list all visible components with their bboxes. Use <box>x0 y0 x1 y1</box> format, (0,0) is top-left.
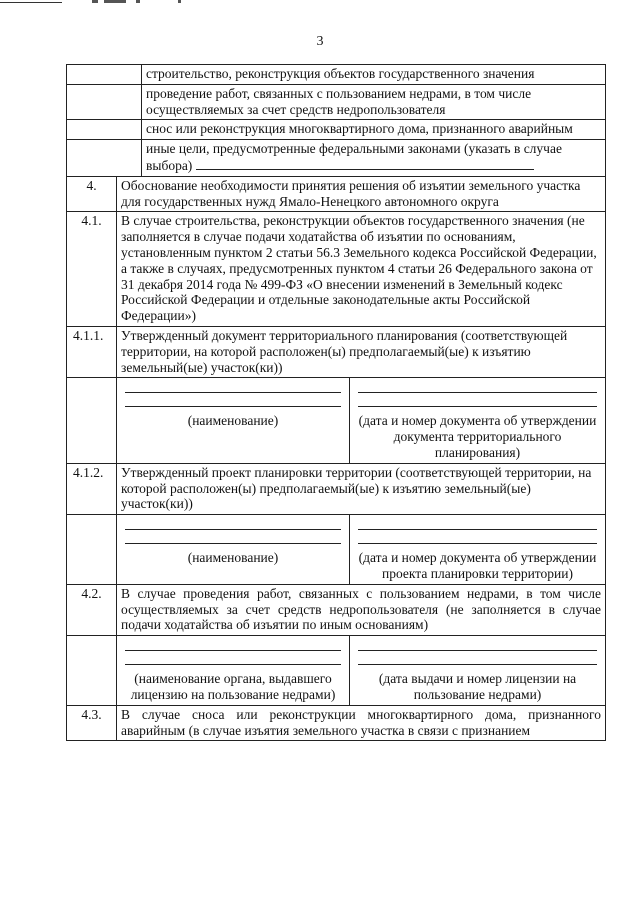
section-text: Обоснование необходимости принятия решения об изъятии земельного участка для государственных нужд Ямало-Ненецкого автономного округа <box>117 176 606 212</box>
goal-row <box>67 65 606 85</box>
section-4-1-2-row <box>67 463 606 514</box>
page-number: 3 <box>316 34 324 49</box>
section-4-2-fields <box>67 636 606 706</box>
goal-text: снос или реконструкция многоквартирного дома, признанного аварийным <box>142 120 606 140</box>
section-text: В случае проведения работ, связанных с пользованием недрами, в том числе осуществляемых за счет средств недропользователя (не заполняется в случае подачи ходатайства об изъятии по иным основаниям) <box>117 584 606 635</box>
license-field-cell <box>350 636 606 706</box>
section-number: 4.2. <box>67 584 117 635</box>
section-4-3-row <box>67 705 606 741</box>
date-number-input-line[interactable] <box>358 530 597 544</box>
section-number: 4.1.1. <box>67 326 117 377</box>
section-4-1-1-fields <box>67 378 606 463</box>
name-input-line[interactable] <box>125 516 341 530</box>
date-number-input-line[interactable] <box>358 516 597 530</box>
field-caption: (дата и номер документа об утверждении проекта планировки территории) <box>358 550 597 581</box>
license-input-line[interactable] <box>358 651 597 665</box>
goal-other-cell <box>142 140 606 177</box>
top-edge-mark <box>0 0 190 6</box>
field-caption: (дата и номер документа об утверждении документа территориального планирования) <box>358 413 597 460</box>
field-caption: (наименование) <box>187 413 279 429</box>
goal-row <box>67 140 606 177</box>
date-number-input-line[interactable] <box>358 393 597 407</box>
section-4-1-2-fields <box>67 515 606 585</box>
field-caption: (наименование) <box>187 550 279 566</box>
date-number-field-cell <box>350 378 606 463</box>
empty-cell <box>67 636 117 706</box>
date-number-input-line[interactable] <box>358 379 597 393</box>
section-4-2-row <box>67 584 606 635</box>
field-caption: (дата выдачи и номер лицензии на пользование недрами) <box>378 671 577 702</box>
goal-row <box>67 120 606 140</box>
name-field-cell <box>117 378 350 463</box>
section-number: 4.3. <box>67 705 117 741</box>
section-text: В случае сноса или реконструкции многоквартирного дома, признанного аварийным (в случае изъятия земельного участка в связи с признанием <box>117 705 606 741</box>
goal-empty-cell <box>67 120 142 140</box>
authority-input-line[interactable] <box>125 651 341 665</box>
goal-text: проведение работ, связанных с пользованием недрами, в том числе осуществляемых за счет средств недропользователя <box>142 84 606 120</box>
goal-empty-cell <box>67 65 142 85</box>
authority-input-line[interactable] <box>125 637 341 651</box>
goal-text: строительство, реконструкция объектов государственного значения <box>142 65 606 85</box>
section-number: 4.1. <box>67 212 117 327</box>
empty-cell <box>67 515 117 585</box>
section-text: Утвержденный документ территориального планирования (соответствующей территории, на которой расположен(ы) предполагаемый(ые) к изъятию земельный(ые) участок(ки)) <box>117 326 606 377</box>
goal-empty-cell <box>67 84 142 120</box>
license-input-line[interactable] <box>358 637 597 651</box>
name-field-cell <box>117 515 350 585</box>
goal-text: иные цели, предусмотренные федеральными законами (указать в случае выбора) <box>146 141 562 173</box>
goal-empty-cell <box>67 140 142 177</box>
section-4-row <box>67 176 606 212</box>
section-4-1-1-row <box>67 326 606 377</box>
field-caption: (наименование органа, выдавшего лицензию на пользование недрами) <box>130 671 336 702</box>
section-4-1-row <box>67 212 606 327</box>
name-input-line[interactable] <box>125 379 341 393</box>
section-number: 4.1.2. <box>67 463 117 514</box>
other-purpose-field[interactable] <box>196 157 534 170</box>
section-text: В случае строительства, реконструкции объектов государственного значения (не заполняется в случае подачи ходатайства об изъятии по основаниям, установленным пунктом 2 статьи 56.3 Земельного кодекса Российской Федерации, а также в случаях, предусмотренных пунктом 4 статьи 26 Федерального закона от 31 декабря 2014 года № 499-ФЗ «О внесении изменений в Земельный кодекс Российской Федерации и отдельные законодательные акты Российской Федерации») <box>117 212 606 327</box>
name-input-line[interactable] <box>125 393 341 407</box>
empty-cell <box>67 378 117 463</box>
date-number-field-cell <box>350 515 606 585</box>
name-input-line[interactable] <box>125 530 341 544</box>
section-text: Утвержденный проект планировки территории (соответствующей территории, на которой расположен(ы) предполагаемый(ые) к изъятию земельный(ые) участок(ки)) <box>117 463 606 514</box>
application-form-table <box>66 64 606 741</box>
authority-field-cell <box>117 636 350 706</box>
section-number: 4. <box>67 176 117 212</box>
goal-row <box>67 84 606 120</box>
